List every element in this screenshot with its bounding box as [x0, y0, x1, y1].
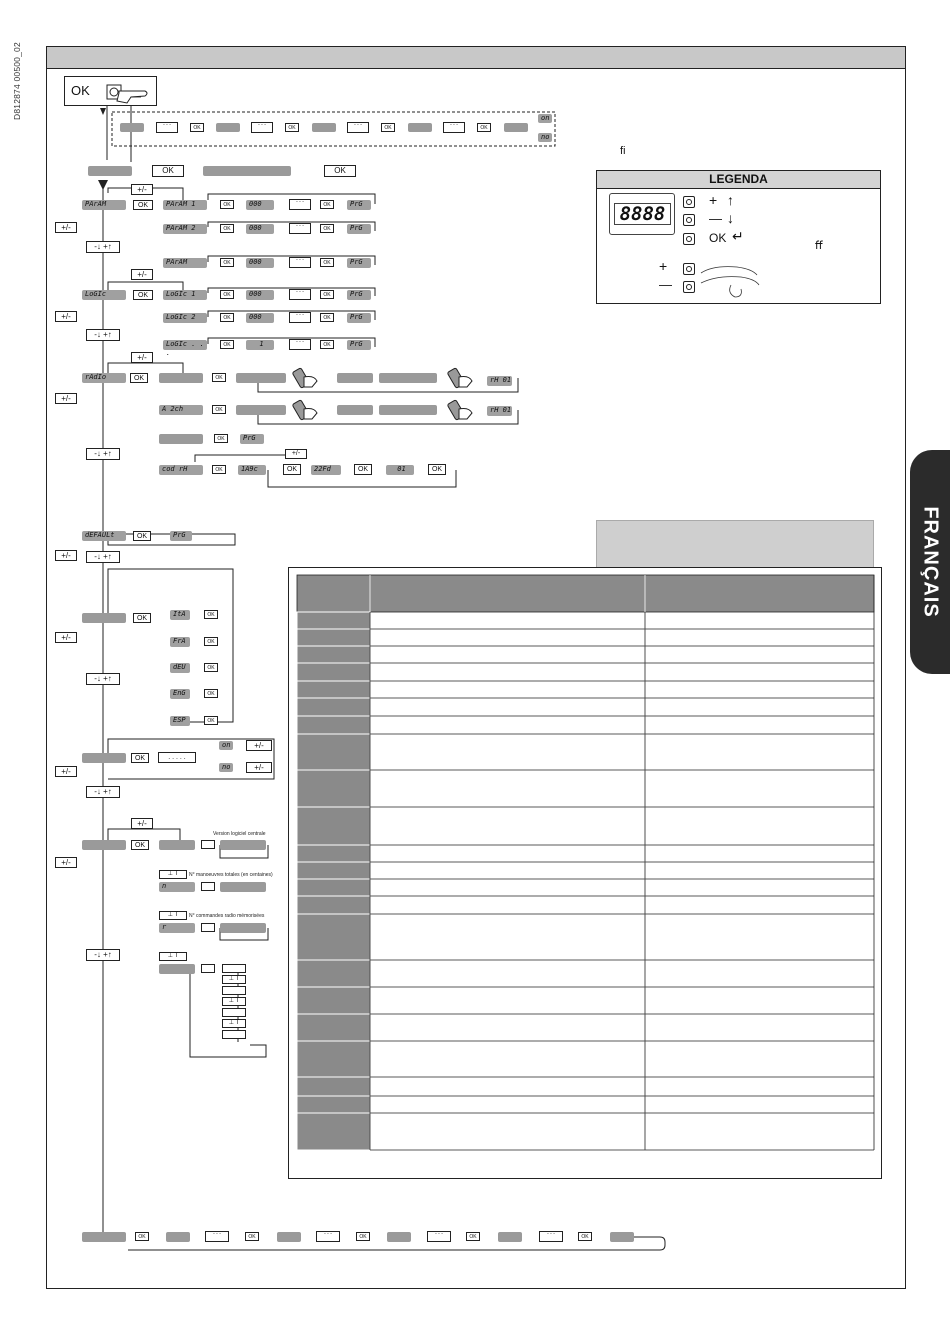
logic-2-ok2: OK	[320, 313, 334, 322]
lang-fra: FrA	[170, 637, 190, 647]
logic-1-val: 000	[246, 290, 274, 300]
lang-esp-ok: OK	[204, 716, 218, 725]
start-ok-label: OK	[71, 83, 90, 98]
menu-logic: LoGIc	[82, 290, 126, 300]
lang-deu: dEU	[170, 663, 190, 673]
radio-4-ok: OK	[212, 465, 226, 474]
pm-radio: +/-	[131, 352, 153, 363]
pm-left-1: +/-	[55, 222, 77, 233]
bottom-val-1: - - -	[205, 1231, 229, 1242]
info-ok: OK	[131, 840, 149, 850]
logic-1: LoGIc 1	[163, 290, 207, 300]
bottom-ok-5: OK	[578, 1232, 592, 1241]
radio-code-2: 22Fd	[311, 465, 341, 475]
bottom-val-3: - - -	[427, 1231, 451, 1242]
seq-on: on	[538, 114, 552, 123]
logic-n-ok2: OK	[320, 340, 334, 349]
bottom-ok-2: OK	[245, 1232, 259, 1241]
radio-code-ok-2: OK	[354, 464, 372, 475]
lang-eng: EnG	[170, 689, 190, 699]
lang-fra-ok: OK	[204, 637, 218, 646]
onno-no: no	[219, 763, 233, 772]
param-1-val: 000	[246, 200, 274, 210]
radio-2ch: A 2ch	[159, 405, 203, 415]
bottom-val-4: - - -	[539, 1231, 563, 1242]
lang-ok: OK	[133, 613, 151, 623]
onno-on: on	[219, 741, 233, 750]
nav-5: -↓ +↑	[86, 673, 120, 685]
logic-2-ok: OK	[220, 313, 234, 322]
param-2-ok2: OK	[320, 224, 334, 233]
radio-code-ok-1: OK	[283, 464, 301, 475]
display-digits: 8888	[614, 203, 671, 225]
radio-code-ok-3: OK	[428, 464, 446, 475]
logic-ok: OK	[133, 290, 153, 300]
bottom-val-2: - - -	[316, 1231, 340, 1242]
param-2-val: 000	[246, 224, 274, 234]
param-2-ok: OK	[220, 224, 234, 233]
menu-param: PArAM	[82, 200, 126, 210]
seq-ok-3: OK	[381, 123, 395, 132]
seq-val-2: - - -	[251, 122, 273, 133]
logic-1-prg: PrG	[347, 290, 371, 300]
down-arrow-icon: ↓	[727, 210, 734, 226]
fi-mark: ﬁ	[620, 145, 626, 157]
info-list-6: ⊥ T	[222, 1019, 246, 1028]
param-2: PArAM 2	[163, 224, 207, 234]
onno-dots: . . . . .	[158, 752, 196, 763]
nav-2: -↓ +↑	[86, 329, 120, 341]
logic-n-sel: - - -	[289, 339, 311, 350]
legend-minus: —	[709, 211, 722, 226]
legend-ok: OK	[709, 231, 727, 245]
nav-4: -↓ +↑	[86, 551, 120, 563]
radio-ok: OK	[130, 373, 148, 383]
main-ok-2: OK	[324, 165, 356, 177]
radio-3-ok: OK	[214, 434, 228, 443]
param-n-ok: OK	[220, 258, 234, 267]
param-1-ok2: OK	[320, 200, 334, 209]
pm-info: +/-	[131, 818, 153, 829]
nav-6: -↓ +↑	[86, 786, 120, 798]
logic-n: LoGIc . . .	[163, 340, 207, 350]
lang-deu-ok: OK	[204, 663, 218, 672]
param-1-sel: - - -	[289, 199, 311, 210]
default-ok: OK	[133, 531, 151, 541]
pm-logic: +/-	[131, 269, 153, 280]
logic-n-ok: OK	[220, 340, 234, 349]
radio-2-ok: OK	[212, 405, 226, 414]
pm-left-7: +/-	[55, 857, 77, 868]
lang-ita: ItA	[170, 610, 190, 620]
enter-arrow-icon: ↵	[732, 228, 744, 244]
pm-left-3: +/-	[55, 393, 77, 404]
info-step-a: ⊥ T	[159, 870, 187, 879]
legend-plus-2: +	[659, 258, 668, 274]
seq-ok-2: OK	[285, 123, 299, 132]
lang-ita-ok: OK	[204, 610, 218, 619]
info-list-4: ⊥ T	[222, 997, 246, 1006]
logic-1-ok: OK	[220, 290, 234, 299]
default-prg: PrG	[170, 531, 192, 541]
info-step-b: ⊥ T	[159, 911, 187, 920]
radio-1-ok: OK	[212, 373, 226, 382]
pm-left-6: +/-	[55, 766, 77, 777]
pm-left-2: +/-	[55, 311, 77, 322]
logic-1-sel: - - -	[289, 289, 311, 300]
lang-eng-ok: OK	[204, 689, 218, 698]
language-tab-label: FRANÇAIS	[919, 506, 942, 618]
info-n: n	[159, 882, 195, 892]
onno-pm-no: +/-	[246, 762, 272, 773]
logic-n-prg: PrG	[347, 340, 371, 350]
seq-val-4: - - -	[443, 122, 465, 133]
radio-2-rh: rH 01	[487, 406, 512, 416]
bottom-ok-1: OK	[135, 1232, 149, 1241]
info-radio-label: N° commandes radio mémorisées	[189, 913, 265, 919]
nav-1: -↓ +↑	[86, 241, 120, 253]
main-ok-1: OK	[152, 165, 184, 177]
param-1-ok: OK	[220, 200, 234, 209]
radio-1-rh: rH 01	[487, 376, 512, 386]
ff-mark: ﬀ	[815, 240, 823, 252]
pm-left-4: +/-	[55, 550, 77, 561]
info-r: r	[159, 923, 195, 933]
info-version-label: Version logiciel centrale	[213, 831, 266, 837]
seq-ok-1: OK	[190, 123, 204, 132]
seq-val-3: - - -	[347, 122, 369, 133]
menu-radio: rAdIo	[82, 373, 126, 383]
onno-ok: OK	[131, 753, 149, 763]
seq-no: no	[538, 133, 552, 142]
logic-2-prg: PrG	[347, 313, 371, 323]
pm-radio-code: +/-	[285, 449, 307, 459]
nav-3: -↓ +↑	[86, 448, 120, 460]
bottom-ok-4: OK	[466, 1232, 480, 1241]
info-maneuvers-label: N° manoeuvres totales (en centaines)	[189, 872, 273, 878]
legend-minus-2: —	[659, 277, 672, 292]
logic-1-ok2: OK	[320, 290, 334, 299]
param-n-prg: PrG	[347, 258, 371, 268]
pm-param: +/-	[131, 184, 153, 195]
param-2-prg: PrG	[347, 224, 371, 234]
param-1: PArAM 1	[163, 200, 207, 210]
logic-2-sel: - - -	[289, 312, 311, 323]
seq-val-1: - - -	[156, 122, 178, 133]
param-1-prg: PrG	[347, 200, 371, 210]
onno-pm-on: +/-	[246, 740, 272, 751]
param-ok: OK	[133, 200, 153, 210]
param-n-ok2: OK	[320, 258, 334, 267]
param-n-sel: - - -	[289, 257, 311, 268]
up-arrow-icon: ↑	[727, 192, 734, 208]
logic-2: LoGIc 2	[163, 313, 207, 323]
nav-7: -↓ +↑	[86, 949, 120, 961]
logic-2-val: 000	[246, 313, 274, 323]
legend-plus: +	[709, 192, 718, 208]
seq-ok-4: OK	[477, 123, 491, 132]
info-list-2: ⊥ T	[222, 975, 246, 984]
document-id: D812874 00500_02	[12, 42, 22, 120]
menu-default: dEFAULt	[82, 531, 126, 541]
legend-title: LEGENDA	[597, 171, 880, 189]
pm-left-5: +/-	[55, 632, 77, 643]
info-step-c: ⊥ T	[159, 952, 187, 961]
logic-n-val: 1	[246, 340, 274, 350]
radio-3-prg: PrG	[240, 434, 264, 444]
bottom-ok-3: OK	[356, 1232, 370, 1241]
param-n-val: 000	[246, 258, 274, 268]
radio-codrh: cod rH	[159, 465, 203, 475]
param-2-sel: - - -	[289, 223, 311, 234]
radio-code-1: 1A9c	[238, 465, 266, 475]
radio-code-3: 01	[386, 465, 414, 475]
param-n: PArAM	[163, 258, 207, 268]
lang-esp: ESP	[170, 716, 190, 726]
